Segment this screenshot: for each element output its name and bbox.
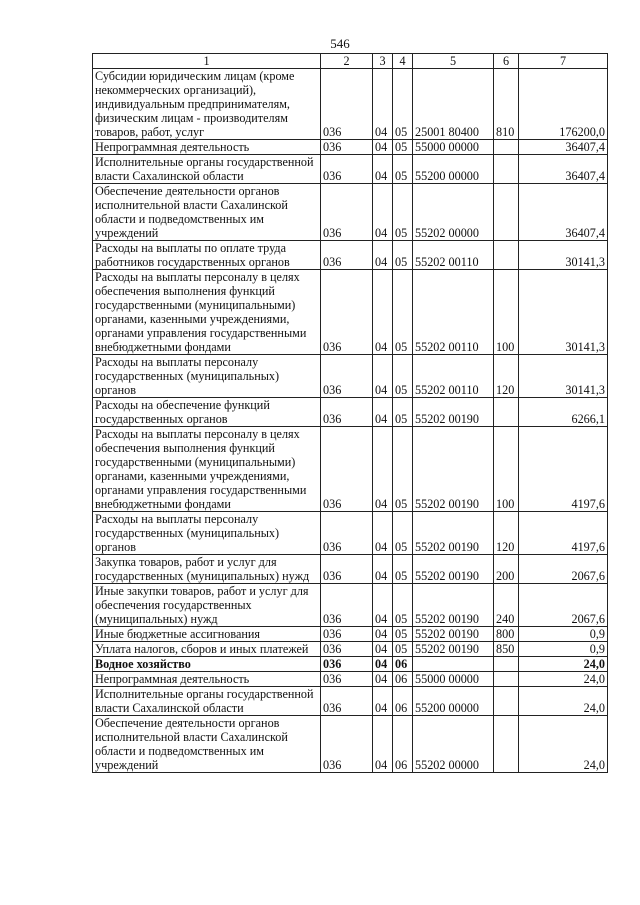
expense-name-cell: Расходы на выплаты персоналу государственных (муниципальных) органов (93, 355, 321, 398)
target-article-cell: 25001 80400 (413, 69, 494, 140)
target-article-cell: 55202 00190 (413, 555, 494, 584)
section-code-cell: 04 (373, 355, 393, 398)
expense-type-cell: 810 (494, 69, 519, 140)
expense-type-cell (494, 672, 519, 687)
table-row (93, 512, 608, 555)
table-row (93, 155, 608, 184)
header-cell: 1 (93, 54, 321, 69)
ministry-code-cell: 036 (321, 241, 373, 270)
target-article-cell (413, 657, 494, 672)
section-code-cell: 04 (373, 140, 393, 155)
section-code-cell: 04 (373, 687, 393, 716)
subsection-code-cell: 05 (393, 355, 413, 398)
section-code-cell: 04 (373, 69, 393, 140)
amount-cell: 176200,0 (519, 69, 608, 140)
budget-table (92, 53, 608, 773)
expense-type-cell: 120 (494, 512, 519, 555)
table-row (93, 427, 608, 512)
section-code-cell: 04 (373, 512, 393, 555)
target-article-cell: 55200 00000 (413, 155, 494, 184)
amount-cell: 24,0 (519, 657, 608, 672)
amount-cell: 6266,1 (519, 398, 608, 427)
amount-cell: 30141,3 (519, 355, 608, 398)
table-row (93, 69, 608, 140)
expense-name-cell: Закупка товаров, работ и услуг для государственных (муниципальных) нужд (93, 555, 321, 584)
amount-cell: 36407,4 (519, 155, 608, 184)
amount-cell: 36407,4 (519, 140, 608, 155)
header-cell: 5 (413, 54, 494, 69)
expense-type-cell (494, 155, 519, 184)
ministry-code-cell: 036 (321, 687, 373, 716)
amount-cell: 30141,3 (519, 270, 608, 355)
ministry-code-cell: 036 (321, 555, 373, 584)
header-cell: 4 (393, 54, 413, 69)
expense-name-cell: Иные бюджетные ассигнования (93, 627, 321, 642)
ministry-code-cell: 036 (321, 584, 373, 627)
amount-cell: 0,9 (519, 642, 608, 657)
expense-name-cell: Расходы на выплаты персоналу государственных (муниципальных) органов (93, 512, 321, 555)
subsection-code-cell: 05 (393, 398, 413, 427)
page-number: 546 (330, 36, 350, 51)
expense-type-cell (494, 184, 519, 241)
table-row (93, 672, 608, 687)
subsection-code-cell: 05 (393, 584, 413, 627)
ministry-code-cell: 036 (321, 69, 373, 140)
subsection-code-cell: 05 (393, 642, 413, 657)
expense-type-cell: 100 (494, 270, 519, 355)
subsection-code-cell: 05 (393, 69, 413, 140)
expense-type-cell: 200 (494, 555, 519, 584)
section-code-cell: 04 (373, 398, 393, 427)
section-code-cell: 04 (373, 627, 393, 642)
expense-name-cell: Расходы на выплаты персоналу в целях обеспечения выполнения функций государственными (муниципальными) органами, казенными учреждениями, органами управления государственными внебюджетными фондами (93, 427, 321, 512)
amount-cell: 4197,6 (519, 512, 608, 555)
expense-name-cell: Обеспечение деятельности органов исполнительной власти Сахалинской области и подведомственных им учреждений (93, 716, 321, 773)
target-article-cell: 55202 00110 (413, 270, 494, 355)
ministry-code-cell: 036 (321, 270, 373, 355)
table-row (93, 642, 608, 657)
expense-name-cell: Субсидии юридическим лицам (кроме некоммерческих организаций), индивидуальным предпринимателям, физическим лицам - производителям товаров, работ, услуг (93, 69, 321, 140)
ministry-code-cell: 036 (321, 642, 373, 657)
target-article-cell: 55202 00190 (413, 627, 494, 642)
table-row (93, 687, 608, 716)
expense-type-cell: 100 (494, 427, 519, 512)
subsection-code-cell: 05 (393, 184, 413, 241)
section-code-cell: 04 (373, 642, 393, 657)
ministry-code-cell: 036 (321, 355, 373, 398)
ministry-code-cell: 036 (321, 512, 373, 555)
table-row (93, 627, 608, 642)
expense-name-cell: Непрограммная деятельность (93, 672, 321, 687)
expense-name-cell: Обеспечение деятельности органов исполнительной власти Сахалинской области и подведомственных им учреждений (93, 184, 321, 241)
header-cell: 6 (494, 54, 519, 69)
subsection-code-cell: 05 (393, 427, 413, 512)
subsection-code-cell: 06 (393, 687, 413, 716)
expense-name-cell: Расходы на выплаты персоналу в целях обеспечения выполнения функций государственными (муниципальными) органами, казенными учреждениями, органами управления государственными внебюджетными фондами (93, 270, 321, 355)
expense-name-cell: Непрограммная деятельность (93, 140, 321, 155)
expense-type-cell (494, 687, 519, 716)
amount-cell: 2067,6 (519, 555, 608, 584)
subsection-code-cell: 06 (393, 716, 413, 773)
ministry-code-cell: 036 (321, 140, 373, 155)
expense-name-cell: Водное хозяйство (93, 657, 321, 672)
ministry-code-cell: 036 (321, 627, 373, 642)
target-article-cell: 55202 00000 (413, 184, 494, 241)
expense-name-cell: Исполнительные органы государственной власти Сахалинской области (93, 687, 321, 716)
section-code-cell: 04 (373, 555, 393, 584)
table-row (93, 555, 608, 584)
section-code-cell: 04 (373, 716, 393, 773)
ministry-code-cell: 036 (321, 427, 373, 512)
target-article-cell: 55202 00190 (413, 427, 494, 512)
expense-name-cell: Исполнительные органы государственной власти Сахалинской области (93, 155, 321, 184)
amount-cell: 24,0 (519, 716, 608, 773)
subsection-code-cell: 05 (393, 627, 413, 642)
expense-name-cell: Уплата налогов, сборов и иных платежей (93, 642, 321, 657)
amount-cell: 24,0 (519, 672, 608, 687)
subsection-code-cell: 05 (393, 555, 413, 584)
table-row (93, 584, 608, 627)
subsection-code-cell: 06 (393, 657, 413, 672)
target-article-cell: 55000 00000 (413, 672, 494, 687)
section-code-cell: 04 (373, 155, 393, 184)
section-code-cell: 04 (373, 184, 393, 241)
section-code-cell: 04 (373, 672, 393, 687)
target-article-cell: 55202 00190 (413, 512, 494, 555)
ministry-code-cell: 036 (321, 716, 373, 773)
expense-name-cell: Иные закупки товаров, работ и услуг для обеспечения государственных (муниципальных) нужд (93, 584, 321, 627)
amount-cell: 4197,6 (519, 427, 608, 512)
amount-cell: 24,0 (519, 687, 608, 716)
table-row (93, 270, 608, 355)
amount-cell: 36407,4 (519, 184, 608, 241)
expense-type-cell (494, 140, 519, 155)
section-code-cell: 04 (373, 427, 393, 512)
ministry-code-cell: 036 (321, 184, 373, 241)
ministry-code-cell: 036 (321, 672, 373, 687)
subsection-code-cell: 05 (393, 270, 413, 355)
section-code-cell: 04 (373, 657, 393, 672)
target-article-cell: 55202 00110 (413, 355, 494, 398)
table-row (93, 241, 608, 270)
table-row (93, 716, 608, 773)
expense-type-cell: 800 (494, 627, 519, 642)
table-row (93, 398, 608, 427)
header-row (93, 54, 608, 69)
header-cell: 2 (321, 54, 373, 69)
expense-type-cell: 850 (494, 642, 519, 657)
target-article-cell: 55202 00190 (413, 584, 494, 627)
section-code-cell: 04 (373, 584, 393, 627)
expense-name-cell: Расходы на обеспечение функций государственных органов (93, 398, 321, 427)
target-article-cell: 55200 00000 (413, 687, 494, 716)
target-article-cell: 55202 00190 (413, 642, 494, 657)
expense-type-cell (494, 716, 519, 773)
amount-cell: 30141,3 (519, 241, 608, 270)
ministry-code-cell: 036 (321, 657, 373, 672)
table-row (93, 355, 608, 398)
expense-type-cell (494, 398, 519, 427)
expense-type-cell: 120 (494, 355, 519, 398)
table-row (93, 140, 608, 155)
amount-cell: 0,9 (519, 627, 608, 642)
target-article-cell: 55202 00110 (413, 241, 494, 270)
section-code-cell: 04 (373, 270, 393, 355)
table-row (93, 184, 608, 241)
target-article-cell: 55202 00190 (413, 398, 494, 427)
header-cell: 3 (373, 54, 393, 69)
subsection-code-cell: 05 (393, 140, 413, 155)
subsection-code-cell: 05 (393, 155, 413, 184)
expense-name-cell: Расходы на выплаты по оплате труда работников государственных органов (93, 241, 321, 270)
section-code-cell: 04 (373, 241, 393, 270)
header-cell: 7 (519, 54, 608, 69)
subsection-code-cell: 05 (393, 512, 413, 555)
amount-cell: 2067,6 (519, 584, 608, 627)
expense-type-cell (494, 657, 519, 672)
ministry-code-cell: 036 (321, 155, 373, 184)
ministry-code-cell: 036 (321, 398, 373, 427)
subsection-code-cell: 05 (393, 241, 413, 270)
target-article-cell: 55000 00000 (413, 140, 494, 155)
expense-type-cell: 240 (494, 584, 519, 627)
target-article-cell: 55202 00000 (413, 716, 494, 773)
subsection-code-cell: 06 (393, 672, 413, 687)
expense-type-cell (494, 241, 519, 270)
table-row (93, 657, 608, 672)
